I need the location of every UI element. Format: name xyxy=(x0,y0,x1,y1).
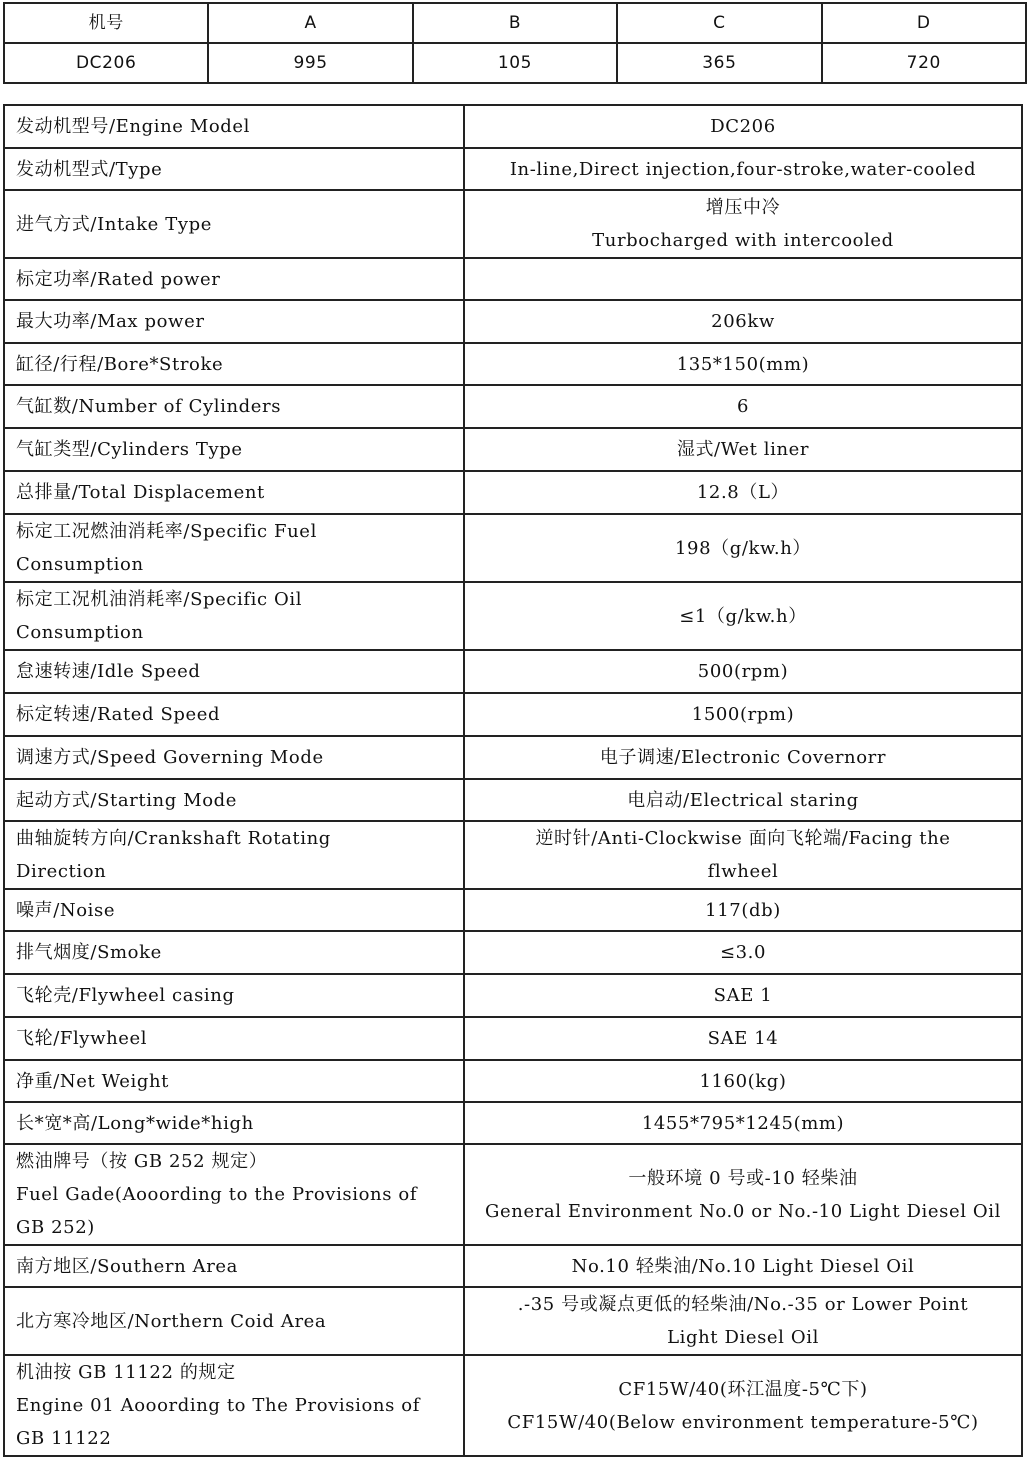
spec-key-cell xyxy=(4,693,464,736)
spec-key-cell xyxy=(4,343,464,385)
spec-value-cell xyxy=(464,1017,1022,1060)
header-cell-c: C xyxy=(617,3,821,43)
spec-row xyxy=(4,736,1022,779)
spec-value-cell xyxy=(464,105,1022,148)
spec-key-line: 飞轮/Flywheel xyxy=(16,1028,148,1049)
spec-key-cell xyxy=(4,471,464,514)
spec-key-cell xyxy=(4,582,464,650)
spec-key-cell xyxy=(4,105,464,148)
spec-key-cell xyxy=(4,1355,464,1456)
spec-value-line: ≤3.0 xyxy=(719,942,767,963)
spec-row xyxy=(4,258,1022,300)
spec-key-line: 总排量/Total Displacement xyxy=(16,482,265,503)
spec-key-cell xyxy=(4,190,464,258)
spec-value-line: 电子调速/Electronic Covernorr xyxy=(599,747,887,768)
spec-value-cell xyxy=(464,582,1022,650)
spec-key-cell xyxy=(4,974,464,1017)
spec-key-line: 标定工况机油消耗率/Specific Oil xyxy=(16,589,303,610)
spec-key-line: 气缸类型/Cylinders Type xyxy=(16,439,243,460)
spec-value-line: In-line,Direct injection,four-stroke,water-cooled xyxy=(509,158,977,180)
spec-value-line: ≤1（g/kw.h） xyxy=(679,605,807,627)
data-cell-d: 720 xyxy=(822,43,1026,83)
spec-key-line: 机油按 GB 11122 的规定 xyxy=(16,1362,236,1383)
engine-spec-table xyxy=(3,104,1023,1457)
data-cell-model: DC206 xyxy=(4,43,208,83)
spec-value-line: CF15W/40(环江温度-5℃下) xyxy=(618,1378,868,1400)
spec-row xyxy=(4,931,1022,974)
spec-key-line: 标定功率/Rated power xyxy=(16,268,221,290)
spec-value-cell xyxy=(464,736,1022,779)
spec-table-body xyxy=(4,105,1022,1456)
spec-value-line: 500(rpm) xyxy=(697,661,789,682)
spec-row xyxy=(4,1017,1022,1060)
spec-row xyxy=(4,343,1022,385)
spec-value-line: DC206 xyxy=(710,116,776,137)
spec-value-cell xyxy=(464,889,1022,931)
spec-row xyxy=(4,1355,1022,1456)
spec-value-line: 6 xyxy=(736,396,750,417)
spec-key-cell xyxy=(4,1144,464,1245)
spec-key-cell xyxy=(4,258,464,300)
engine-dimension-table xyxy=(3,2,1027,84)
spec-value-line: 135*150(mm) xyxy=(676,353,810,375)
data-cell-b: 105 xyxy=(413,43,617,83)
spec-value-cell xyxy=(464,1060,1022,1102)
spec-value-line: Light Diesel Oil xyxy=(667,1327,819,1348)
spec-key-line: 起动方式/Starting Mode xyxy=(16,789,238,811)
spec-key-cell xyxy=(4,1245,464,1287)
spec-value-line: Turbocharged with intercooled xyxy=(592,230,894,251)
spec-key-line: 排气烟度/Smoke xyxy=(16,942,162,963)
spec-value-cell xyxy=(464,1245,1022,1287)
data-cell-c: 365 xyxy=(617,43,821,83)
spec-key-cell xyxy=(4,148,464,190)
spec-row xyxy=(4,889,1022,931)
spec-key-line: 南方地区/Southern Area xyxy=(16,1255,239,1277)
spec-key-cell xyxy=(4,821,464,889)
spec-value-cell xyxy=(464,821,1022,889)
dimension-header-row xyxy=(4,3,1026,43)
spec-value-cell xyxy=(464,1102,1022,1144)
spec-row xyxy=(4,428,1022,471)
spec-key-cell xyxy=(4,650,464,693)
spec-value-line: 湿式/Wet liner xyxy=(676,439,810,460)
spec-value-cell xyxy=(464,300,1022,343)
spec-key-line: 飞轮壳/Flywheel casing xyxy=(16,985,235,1006)
spec-value-line: flwheel xyxy=(707,861,779,882)
spec-value-cell xyxy=(464,779,1022,821)
spec-row xyxy=(4,385,1022,428)
spec-key-cell xyxy=(4,1102,464,1144)
spec-row xyxy=(4,693,1022,736)
spec-value-line: 1160(kg) xyxy=(699,1070,787,1092)
spec-row xyxy=(4,974,1022,1017)
spec-key-line: 气缸数/Number of Cylinders xyxy=(16,396,282,417)
spec-row xyxy=(4,105,1022,148)
spec-key-line: 标定工况燃油消耗率/Specific Fuel xyxy=(16,521,317,542)
spec-row xyxy=(4,471,1022,514)
spec-key-line: 标定转速/Rated Speed xyxy=(16,704,221,725)
spec-row xyxy=(4,821,1022,889)
spec-key-line: Consumption xyxy=(16,554,144,575)
spec-key-line: 怠速转速/Idle Speed xyxy=(16,661,201,682)
spec-value-cell xyxy=(464,471,1022,514)
spec-key-cell xyxy=(4,514,464,582)
spec-value-line: .-35 号或凝点更低的轻柴油/No.-35 or Lower Point xyxy=(517,1294,969,1315)
spec-value-cell xyxy=(464,258,1022,300)
spec-key-line: 进气方式/Intake Type xyxy=(16,213,212,235)
spec-key-line: 曲轴旋转方向/Crankshaft Rotating xyxy=(16,828,331,849)
spec-value-line: 198（g/kw.h） xyxy=(674,537,812,559)
spec-key-cell xyxy=(4,428,464,471)
spec-row xyxy=(4,582,1022,650)
spec-value-line: SAE 1 xyxy=(713,985,773,1006)
spec-value-cell xyxy=(464,974,1022,1017)
header-cell-d: D xyxy=(822,3,1026,43)
spec-value-line: 117(db) xyxy=(705,899,781,921)
spec-value-cell xyxy=(464,343,1022,385)
spec-value-cell xyxy=(464,385,1022,428)
spec-value-cell xyxy=(464,1355,1022,1456)
spec-key-line: 净重/Net Weight xyxy=(16,1070,170,1092)
spec-key-line: 北方寒冷地区/Northern Coid Area xyxy=(16,1310,327,1332)
spec-value-cell xyxy=(464,190,1022,258)
spec-key-cell xyxy=(4,300,464,343)
spec-key-cell xyxy=(4,1287,464,1355)
spec-value-line: CF15W/40(Below environment temperature-5℃) xyxy=(507,1411,979,1433)
spec-key-line: 发动机型式/Type xyxy=(16,158,163,180)
spec-key-line: 燃油牌号（按 GB 252 规定） xyxy=(16,1151,268,1172)
spec-row xyxy=(4,650,1022,693)
spec-row xyxy=(4,779,1022,821)
spec-key-line: GB 252) xyxy=(16,1217,95,1238)
spec-value-line: No.10 轻柴油/No.10 Light Diesel Oil xyxy=(571,1255,915,1277)
spec-key-line: 噪声/Noise xyxy=(16,899,116,921)
spec-value-cell xyxy=(464,428,1022,471)
spec-key-cell xyxy=(4,931,464,974)
spec-value-line: 206kw xyxy=(711,311,775,332)
spec-row xyxy=(4,300,1022,343)
data-cell-a: 995 xyxy=(208,43,412,83)
spec-value-line: 一般环境 0 号或-10 轻柴油 xyxy=(628,1167,858,1189)
header-cell-b: B xyxy=(413,3,617,43)
spec-key-cell xyxy=(4,889,464,931)
spec-value-line: SAE 14 xyxy=(707,1028,779,1049)
spec-value-cell xyxy=(464,650,1022,693)
spec-key-cell xyxy=(4,385,464,428)
spec-key-line: 调速方式/Speed Governing Mode xyxy=(16,747,324,768)
spec-row xyxy=(4,1287,1022,1355)
spec-key-line: 最大功率/Max power xyxy=(16,311,205,332)
spec-key-line: Fuel Gade(Aooording to the Provisions of xyxy=(16,1184,418,1205)
spec-value-cell xyxy=(464,931,1022,974)
spec-key-cell xyxy=(4,736,464,779)
spec-row xyxy=(4,1102,1022,1144)
spec-key-line: Consumption xyxy=(16,622,144,643)
spec-row xyxy=(4,1060,1022,1102)
spec-value-line: 1500(rpm) xyxy=(691,704,795,725)
spec-key-cell xyxy=(4,779,464,821)
spec-key-line: Direction xyxy=(16,861,107,882)
spec-row xyxy=(4,1144,1022,1245)
spec-key-line: 长*宽*高/Long*wide*high xyxy=(16,1112,254,1134)
spec-value-line: 电启动/Electrical staring xyxy=(627,789,859,811)
spec-value-line: 1455*795*1245(mm) xyxy=(641,1112,845,1134)
spec-key-line: 发动机型号/Engine Model xyxy=(16,116,251,137)
spec-key-line: Engine 01 Aooording to The Provisions of xyxy=(16,1395,420,1416)
spec-row xyxy=(4,514,1022,582)
spec-value-cell xyxy=(464,514,1022,582)
spec-key-cell xyxy=(4,1017,464,1060)
spec-row xyxy=(4,148,1022,190)
spec-value-cell xyxy=(464,1144,1022,1245)
spec-row xyxy=(4,190,1022,258)
spec-value-line: General Environment No.0 or No.-10 Light Diesel Oil xyxy=(485,1200,1001,1222)
spec-value-line: 增压中冷 xyxy=(705,197,781,218)
header-cell-model: 机号 xyxy=(4,3,208,43)
spec-row xyxy=(4,1245,1022,1287)
spec-key-line: GB 11122 xyxy=(16,1428,112,1449)
spec-value-cell xyxy=(464,1287,1022,1355)
spec-value-line: 逆时针/Anti-Clockwise 面向飞轮端/Facing the xyxy=(535,828,951,849)
spec-value-cell xyxy=(464,148,1022,190)
spec-value-cell xyxy=(464,693,1022,736)
spec-key-cell xyxy=(4,1060,464,1102)
dimension-data-row xyxy=(4,43,1026,83)
header-cell-a: A xyxy=(208,3,412,43)
spec-key-line: 缸径/行程/Bore*Stroke xyxy=(16,353,224,375)
spec-value-line: 12.8（L） xyxy=(696,482,790,503)
